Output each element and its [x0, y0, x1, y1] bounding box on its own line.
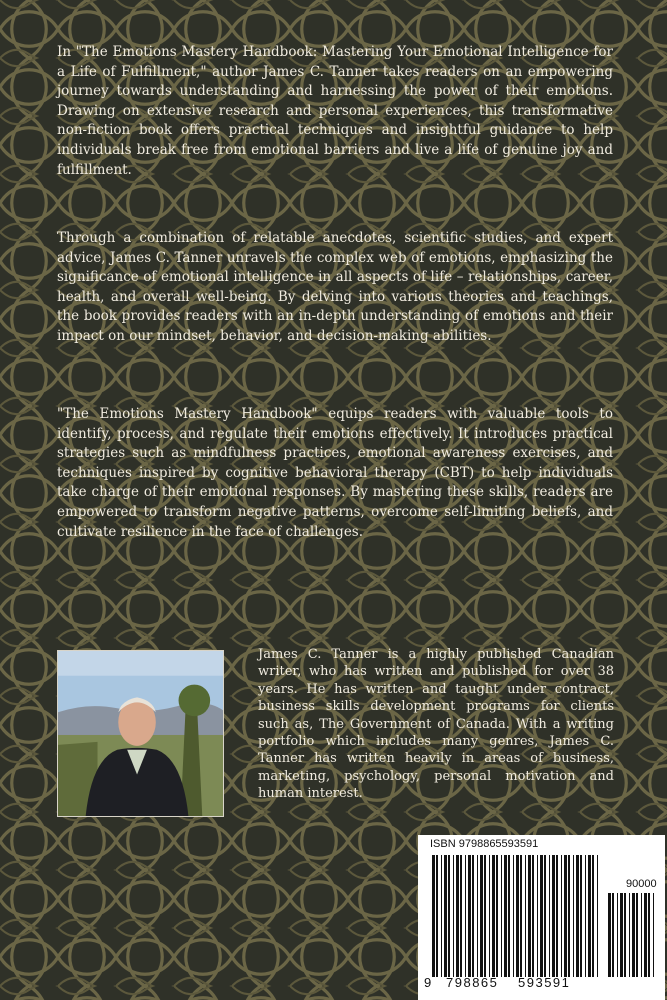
barcode-bar: [632, 893, 635, 977]
barcode-bar: [644, 893, 647, 977]
barcode-bar: [617, 893, 618, 977]
barcode-bar: [468, 855, 471, 977]
barcode-bar: [480, 855, 483, 977]
barcode-bar: [592, 855, 594, 977]
barcode-bar: [540, 855, 543, 977]
description-paragraph-3: "The Emotions Mastery Handbook" equips readers with valuable tools to identify, process, and regulate their emotions effectively. It introduces practical strategies such as mindfulness practices, emotional awareness exercises, and techniques inspired by cognitive behavioral therapy (CBT) to help individuals take charge of their emotional responses. By mastering these skills, readers are empowered to transform negative patterns, overcome self-limiting beliefs, and cultivate resilience in the face of challenges.: [57, 406, 613, 540]
author-photo: [57, 650, 224, 817]
barcode-bar: [588, 855, 591, 977]
barcode-digit-lead: 9: [424, 975, 432, 990]
barcode-bar: [501, 855, 502, 977]
barcode-bar: [525, 855, 526, 977]
price-code: 90000: [626, 878, 657, 890]
barcode-bar: [597, 855, 598, 977]
barcode-bar: [496, 855, 498, 977]
barcode-bar: [436, 855, 438, 977]
barcode-digit-group-2: 593591: [518, 975, 571, 990]
barcode-bar: [444, 855, 447, 977]
barcode-bar: [552, 855, 555, 977]
barcode-bar: [472, 855, 474, 977]
description-paragraph-2: Through a combination of relatable anecdotes, scientific studies, and expert advice, James C. Tanner unravels the complex web of emotions, emphasizing the significance of emotional intelligence in all aspects of life – relationships, career, health, and overall well-being. By delving into various theories and teachings, the book provides readers with an in-depth understanding of emotions and their impact on our mindset, behavior, and decision-making abilities.: [57, 230, 613, 344]
barcode-bar: [648, 893, 650, 977]
barcode-bar: [624, 893, 626, 977]
barcode-bar: [561, 855, 562, 977]
barcode-bar: [504, 855, 507, 977]
barcode-bar: [432, 855, 435, 977]
barcode-bar: [629, 893, 630, 977]
author-bio: James C. Tanner is a highly published Canadian writer, who has written and published for over 38 years. He has written and taught under contract, business skills development programs for clients such as, The Government of Canada. With a writing portfolio which includes many genres, James C. Tanner has written heavily in areas of business, marketing, psychology, personal motivation and human interest.: [258, 647, 614, 802]
barcode-bar: [608, 893, 611, 977]
barcode-bar: [576, 855, 579, 977]
barcode-bar: [441, 855, 442, 977]
barcode-bar: [532, 855, 534, 977]
barcode-bar: [653, 893, 654, 977]
barcode-bar: [564, 855, 567, 977]
barcode-bar: [641, 893, 642, 977]
barcode-bar: [520, 855, 522, 977]
barcode-bar: [537, 855, 538, 977]
barcode-bar: [528, 855, 531, 977]
barcode-bar: [456, 855, 459, 977]
barcode-bar: [556, 855, 558, 977]
barcode-bar: [620, 893, 623, 977]
barcode-bar: [489, 855, 490, 977]
barcode-bar: [448, 855, 450, 977]
barcode-bar: [477, 855, 478, 977]
barcode-bar: [508, 855, 510, 977]
barcode-bar: [580, 855, 582, 977]
barcode-bar: [516, 855, 519, 977]
barcode-bar: [484, 855, 486, 977]
barcode-bar: [492, 855, 495, 977]
barcode-bar: [544, 855, 546, 977]
barcode-bar: [568, 855, 570, 977]
barcode-bar: [636, 893, 638, 977]
isbn-barcode: [418, 835, 665, 1000]
barcode-bar: [612, 893, 614, 977]
barcode-bar: [453, 855, 454, 977]
description-paragraph-1: In "The Emotions Mastery Handbook: Mastering Your Emotional Intelligence for a Life of Fulfillment," author James C. Tanner takes readers on an empowering journey towards understanding and harnessing the power of their emotions. Drawing on extensive research and personal experiences, this transformative non-fiction book offers practical techniques and insightful guidance to help individuals break free from emotional barriers and live a life of genuine joy and fulfillment.: [57, 44, 613, 178]
barcode-bar: [585, 855, 586, 977]
barcode-bar: [460, 855, 462, 977]
barcode-digit-group-1: 798865: [446, 975, 499, 990]
barcode-bar: [549, 855, 550, 977]
barcode-bar: [573, 855, 574, 977]
isbn-label: ISBN 9798865593591: [430, 838, 539, 850]
barcode-bar: [513, 855, 514, 977]
barcode-bar: [465, 855, 466, 977]
